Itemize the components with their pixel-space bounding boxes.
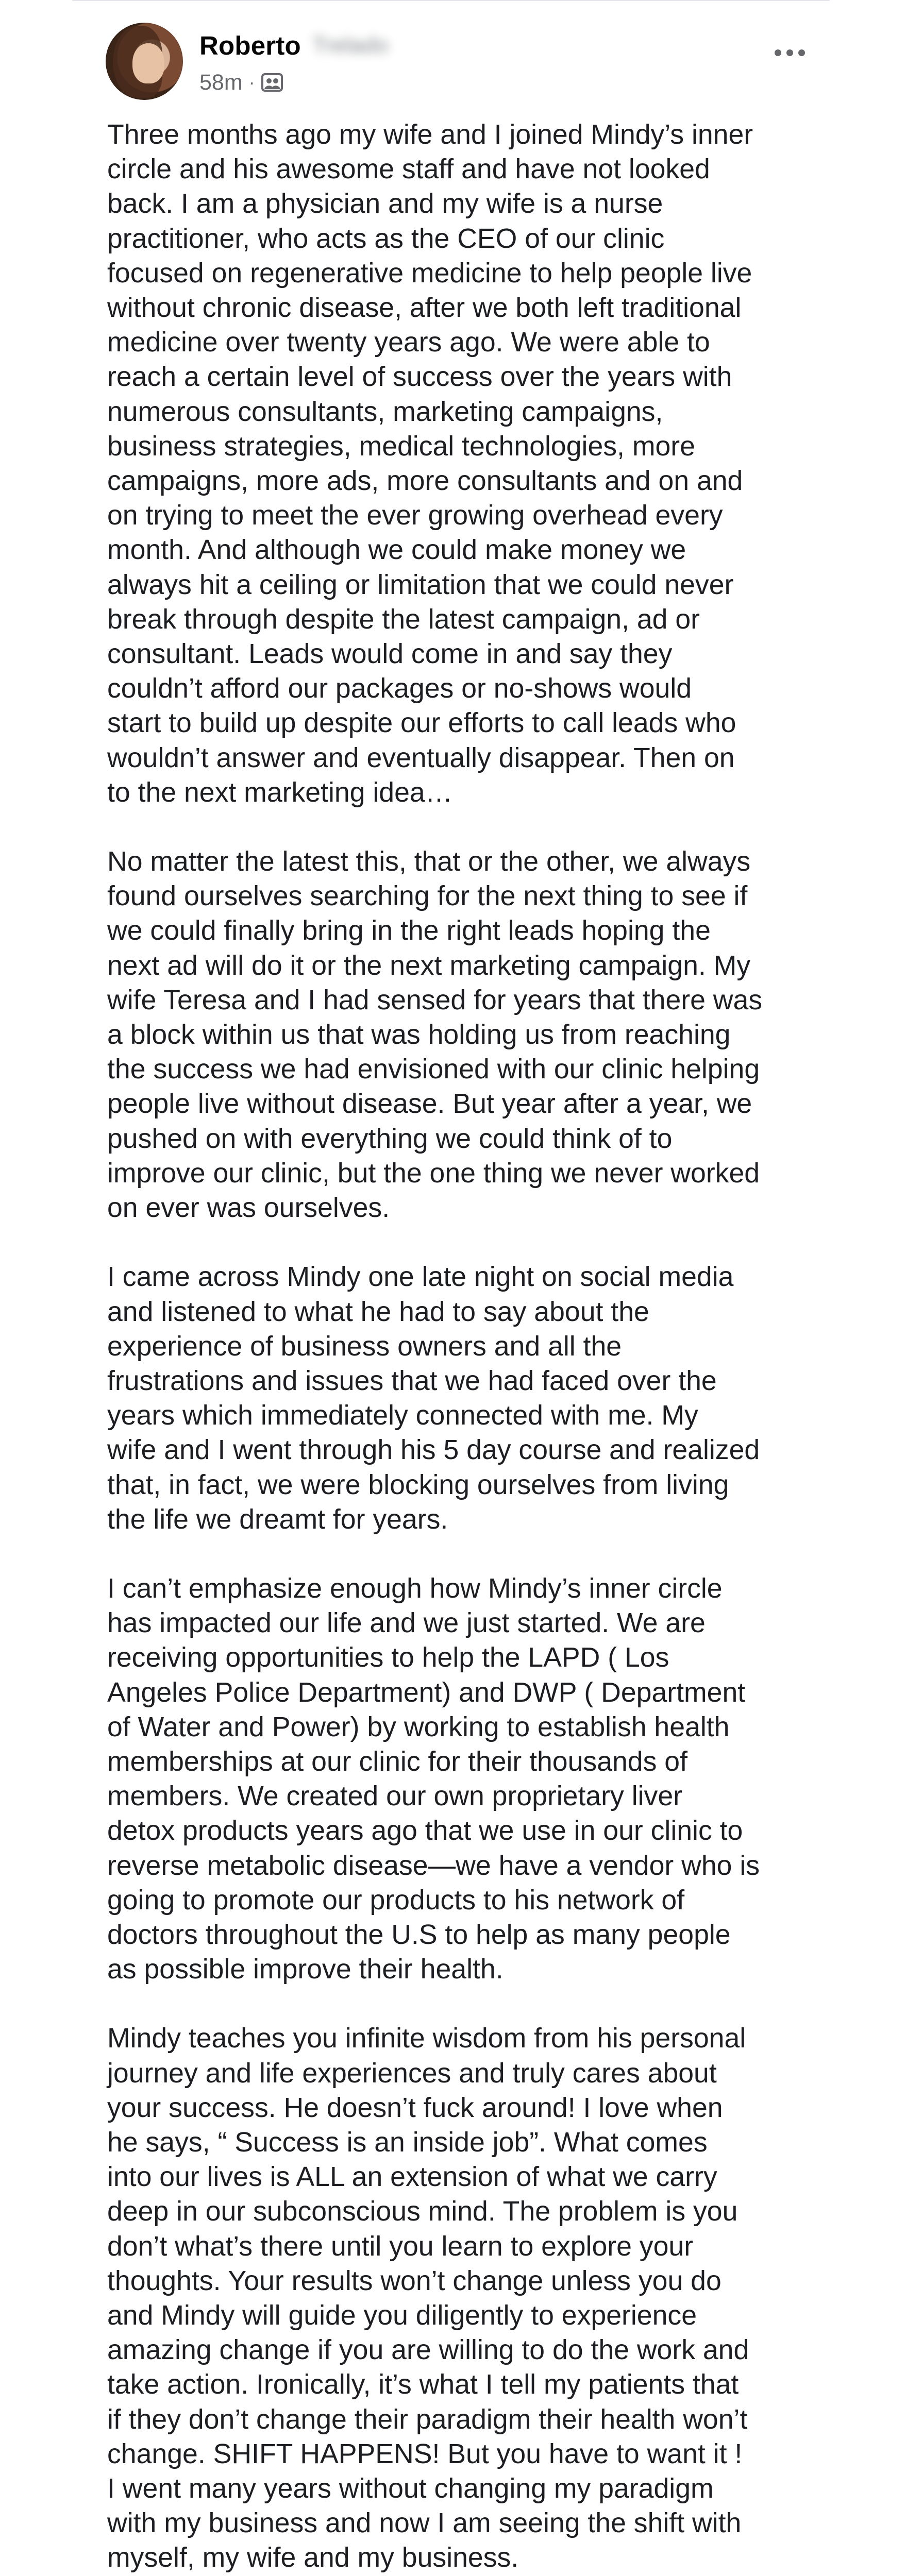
post-paragraph: No matter the latest this, that or the other, we always found ourselves searching for the next thing to see if we could finally bring in the right leads hoping the next ad will do it or the next marketing campaign. My wife Teresa and I had sensed for years that there was a block within us that was holding us from reaching the success we had envisioned with our clinic helping people live without disease. But year after a year, we pushed on with everything we could think of to improve our clinic, but the one thing we never worked on ever was ourselves. [107,846,763,1224]
post-paragraph: Mindy teaches you infinite wisdom from his personal journey and life experiences and truly cares about your success. He doesn’t fuck around! I love when he says, “ Success is an inside job”. What comes into our lives is ALL an extension of what we carry deep in our subconscious mind. The problem is you don’t what’s there until you learn to explore your thoughts. Your results won’t change unless you do and Mindy will guide you diligently to experience amazing change if you are willing to do the work and take action. Ironically, it’s what I tell my patients that if they don’t change their paradigm their health won’t change. SHIFT HAPPENS! But you have to want it ! I went many years without changing my paradigm with my business and now I am seeing the shift with myself, my wife and my business. [107,2023,749,2573]
author-line [199,25,388,66]
post-paragraph: Three months ago my wife and I joined Mindy’s inner circle and his awesome staff and have not looked back. I am a physician and my wife is a nurse practitioner, who acts as the CEO of our clinic focused on regenerative medicine to help people live without chronic disease, after we both left traditional medicine over twenty years ago. We were able to reach a certain level of success over the years with numerous consultants, marketing campaigns, business strategies, medical technologies, more campaigns, more ads, more consultants and on and on trying to meet the ever growing overhead every month. And although we could make money we always hit a ceiling or limitation that we could never break through despite the latest campaign, ad or consultant. Leads would come in and say they couldn’t afford our packages or no-shows would start to build up despite our efforts to call leads who wouldn’t answer and eventually disappear. Then on to the next marketing idea… [107,119,753,808]
author-name[interactable]: Roberto [199,30,301,60]
post-header [106,23,837,110]
meta-separator: · [248,72,255,93]
avatar-face [132,43,164,83]
post-paragraph: I can’t emphasize enough how Mindy’s inner circle has impacted our life and we just started. We are receiving opportunities to help the LAPD ( Los Angeles Police Department) and DWP ( Department of Water and Power) by working to establish health memberships at our clinic for their thousands of members. We created our own proprietary liver detox products years ago that we use in our clinic to reverse metabolic disease—we have a vendor who is going to promote our products to his network of doctors throughout the U.S to help as many people as possible improve their health. [107,1572,760,1985]
more-options-button[interactable] [761,37,818,68]
post-meta [199,67,285,98]
group-icon [261,72,285,93]
post-paragraph: I came across Mindy one late night on social media and listened to what he had to say about the experience of business owners and all the frustrations and issues that we had faced over the years which immediately connected with me. My wife and I went through his 5 day course and realized that, in fact, we were blocking ourselves from living the life we dreamt for years. [107,1261,760,1535]
avatar[interactable] [106,23,183,100]
more-horizontal-icon [798,49,805,56]
more-horizontal-icon [786,49,793,56]
divider [72,0,830,1]
post-body [107,117,829,2576]
post-timestamp[interactable]: 58m [199,70,243,95]
author-surname-redacted: Trelado [312,32,389,58]
more-horizontal-icon [775,49,781,56]
